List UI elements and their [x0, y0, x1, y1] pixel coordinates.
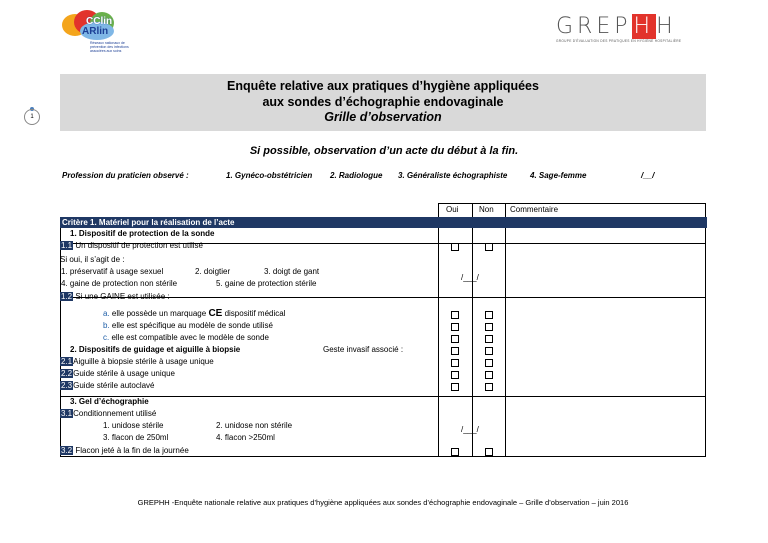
- column-header-non: Non: [479, 205, 494, 214]
- invasive-gesture-label: Geste invasif associé :: [323, 345, 404, 354]
- checkbox-1-2c-oui[interactable]: [451, 335, 459, 343]
- ce-mark-icon: CE: [208, 308, 223, 319]
- logo-text-arlin: ARlin: [82, 26, 109, 37]
- title-band: [60, 74, 706, 131]
- device-answer-field[interactable]: /___/: [461, 273, 479, 282]
- checkbox-2-oui[interactable]: [451, 347, 459, 355]
- checkbox-1-2a-non[interactable]: [485, 311, 493, 319]
- device-option-1: 1. préservatif à usage sexuel: [61, 267, 164, 276]
- profession-label: Profession du praticien observé :: [62, 171, 189, 180]
- profession-answer-field[interactable]: /__/: [641, 171, 655, 180]
- row-2-1: 2.1Aiguille à biopsie stérile à usage unique: [61, 357, 214, 366]
- criterion-1-header: Critère 1. Matériel pour la réalisation de l’acte: [60, 217, 707, 228]
- cclin-arlin-logo: [60, 8, 130, 54]
- if-yes-label: Si oui, il s’agit de :: [60, 255, 125, 264]
- checkbox-2-1-oui[interactable]: [451, 359, 459, 367]
- gel-option-2: 2. unidose non stérile: [216, 421, 293, 430]
- checkbox-1-2b-non[interactable]: [485, 323, 493, 331]
- row-2-2: 2.2Guide stérile à usage unique: [61, 369, 175, 378]
- row-1-2-c: c. elle est compatible avec le modèle de sonde: [103, 333, 269, 342]
- profession-option-2: 2. Radiologue: [330, 171, 383, 180]
- checkbox-1-2b-oui[interactable]: [451, 323, 459, 331]
- row-3-2: 3.2 Flacon jeté à la fin de la journée: [61, 446, 189, 455]
- row-1-2-a: a. elle possède un marquage CE dispositif médical: [103, 308, 286, 319]
- profession-option-4: 4. Sage-femme: [530, 171, 587, 180]
- checkbox-1-2a-oui[interactable]: [451, 311, 459, 319]
- checkbox-3-2-oui[interactable]: [451, 448, 459, 456]
- device-option-2: 2. doigtier: [195, 267, 231, 276]
- checkbox-1-1-oui[interactable]: [451, 243, 459, 251]
- checkbox-1-1-non[interactable]: [485, 243, 493, 251]
- profession-option-3: 3. Généraliste échographiste: [398, 171, 508, 180]
- row-1-2-b: b. elle est spécifique au modèle de sonde utilisé: [103, 321, 273, 330]
- logo-text-cclin: CClin: [86, 16, 113, 27]
- instruction-subtitle: Si possible, observation d’un acte du début à la fin.: [249, 145, 519, 157]
- row-3-1: 3.1Conditionnement utilisé: [61, 409, 157, 418]
- profession-option-1: 1. Gynéco-obstétricien: [226, 171, 313, 180]
- device-option-4: 4. gaine de protection non stérile: [61, 279, 178, 288]
- column-header-oui: Oui: [446, 205, 459, 214]
- observation-table: [60, 203, 706, 457]
- row-1-1: 1.1 Un dispositif de protection est utilisé: [61, 241, 203, 250]
- checkbox-2-2-non[interactable]: [485, 371, 493, 379]
- section-2-title: 2. Dispositifs de guidage et aiguille à biopsie: [70, 345, 241, 354]
- checkbox-3-2-non[interactable]: [485, 448, 493, 456]
- gel-option-1: 1. unidose stérile: [103, 421, 164, 430]
- document-title: Enquête relative aux pratiques d’hygiène appliquées aux sondes d’échographie endovaginale Grille d’observation: [227, 79, 539, 124]
- checkbox-2-non[interactable]: [485, 347, 493, 355]
- gel-option-4: 4. flacon >250ml: [216, 433, 275, 442]
- checkbox-2-1-non[interactable]: [485, 359, 493, 367]
- device-option-3: 3. doigt de gant: [264, 267, 320, 276]
- grephh-logo-subtitle: GROUPE D'ÉVALUATION DES PRATIQUES EN HYGIÈNE HOSPITALIÈRE: [556, 39, 682, 44]
- grephh-logo: GREPHH GROUPE D'ÉVALUATION DES PRATIQUES EN HYGIÈNE HOSPITALIÈRE: [556, 14, 682, 44]
- gel-answer-field[interactable]: /___/: [461, 425, 479, 434]
- checkbox-1-2c-non[interactable]: [485, 335, 493, 343]
- checkbox-2-2-oui[interactable]: [451, 371, 459, 379]
- page-footer: GREPHH -Enquête nationale relative aux pratiques d’hygiène appliquées aux sondes d’échographie endovaginale – Grille d’observation – juin 2016: [137, 498, 629, 507]
- logo-tagline: Réseaux nationaux de prévention des infections associées aux soins: [90, 41, 129, 53]
- row-2-3: 2.3Guide stérile autoclavé: [61, 381, 155, 390]
- checkbox-2-3-oui[interactable]: [451, 383, 459, 391]
- section-3-title: 3. Gel d’échographie: [70, 397, 149, 406]
- section-1-title: 1. Dispositif de protection de la sonde: [70, 229, 215, 238]
- device-option-5: 5. gaine de protection stérile: [216, 279, 317, 288]
- row-1-2: 1.2 Si une GAINE est utilisée :: [61, 292, 170, 301]
- column-header-commentaire: Commentaire: [510, 205, 559, 214]
- checkbox-2-3-non[interactable]: [485, 383, 493, 391]
- page-number: 1: [24, 109, 40, 125]
- gel-option-3: 3. flacon de 250ml: [103, 433, 169, 442]
